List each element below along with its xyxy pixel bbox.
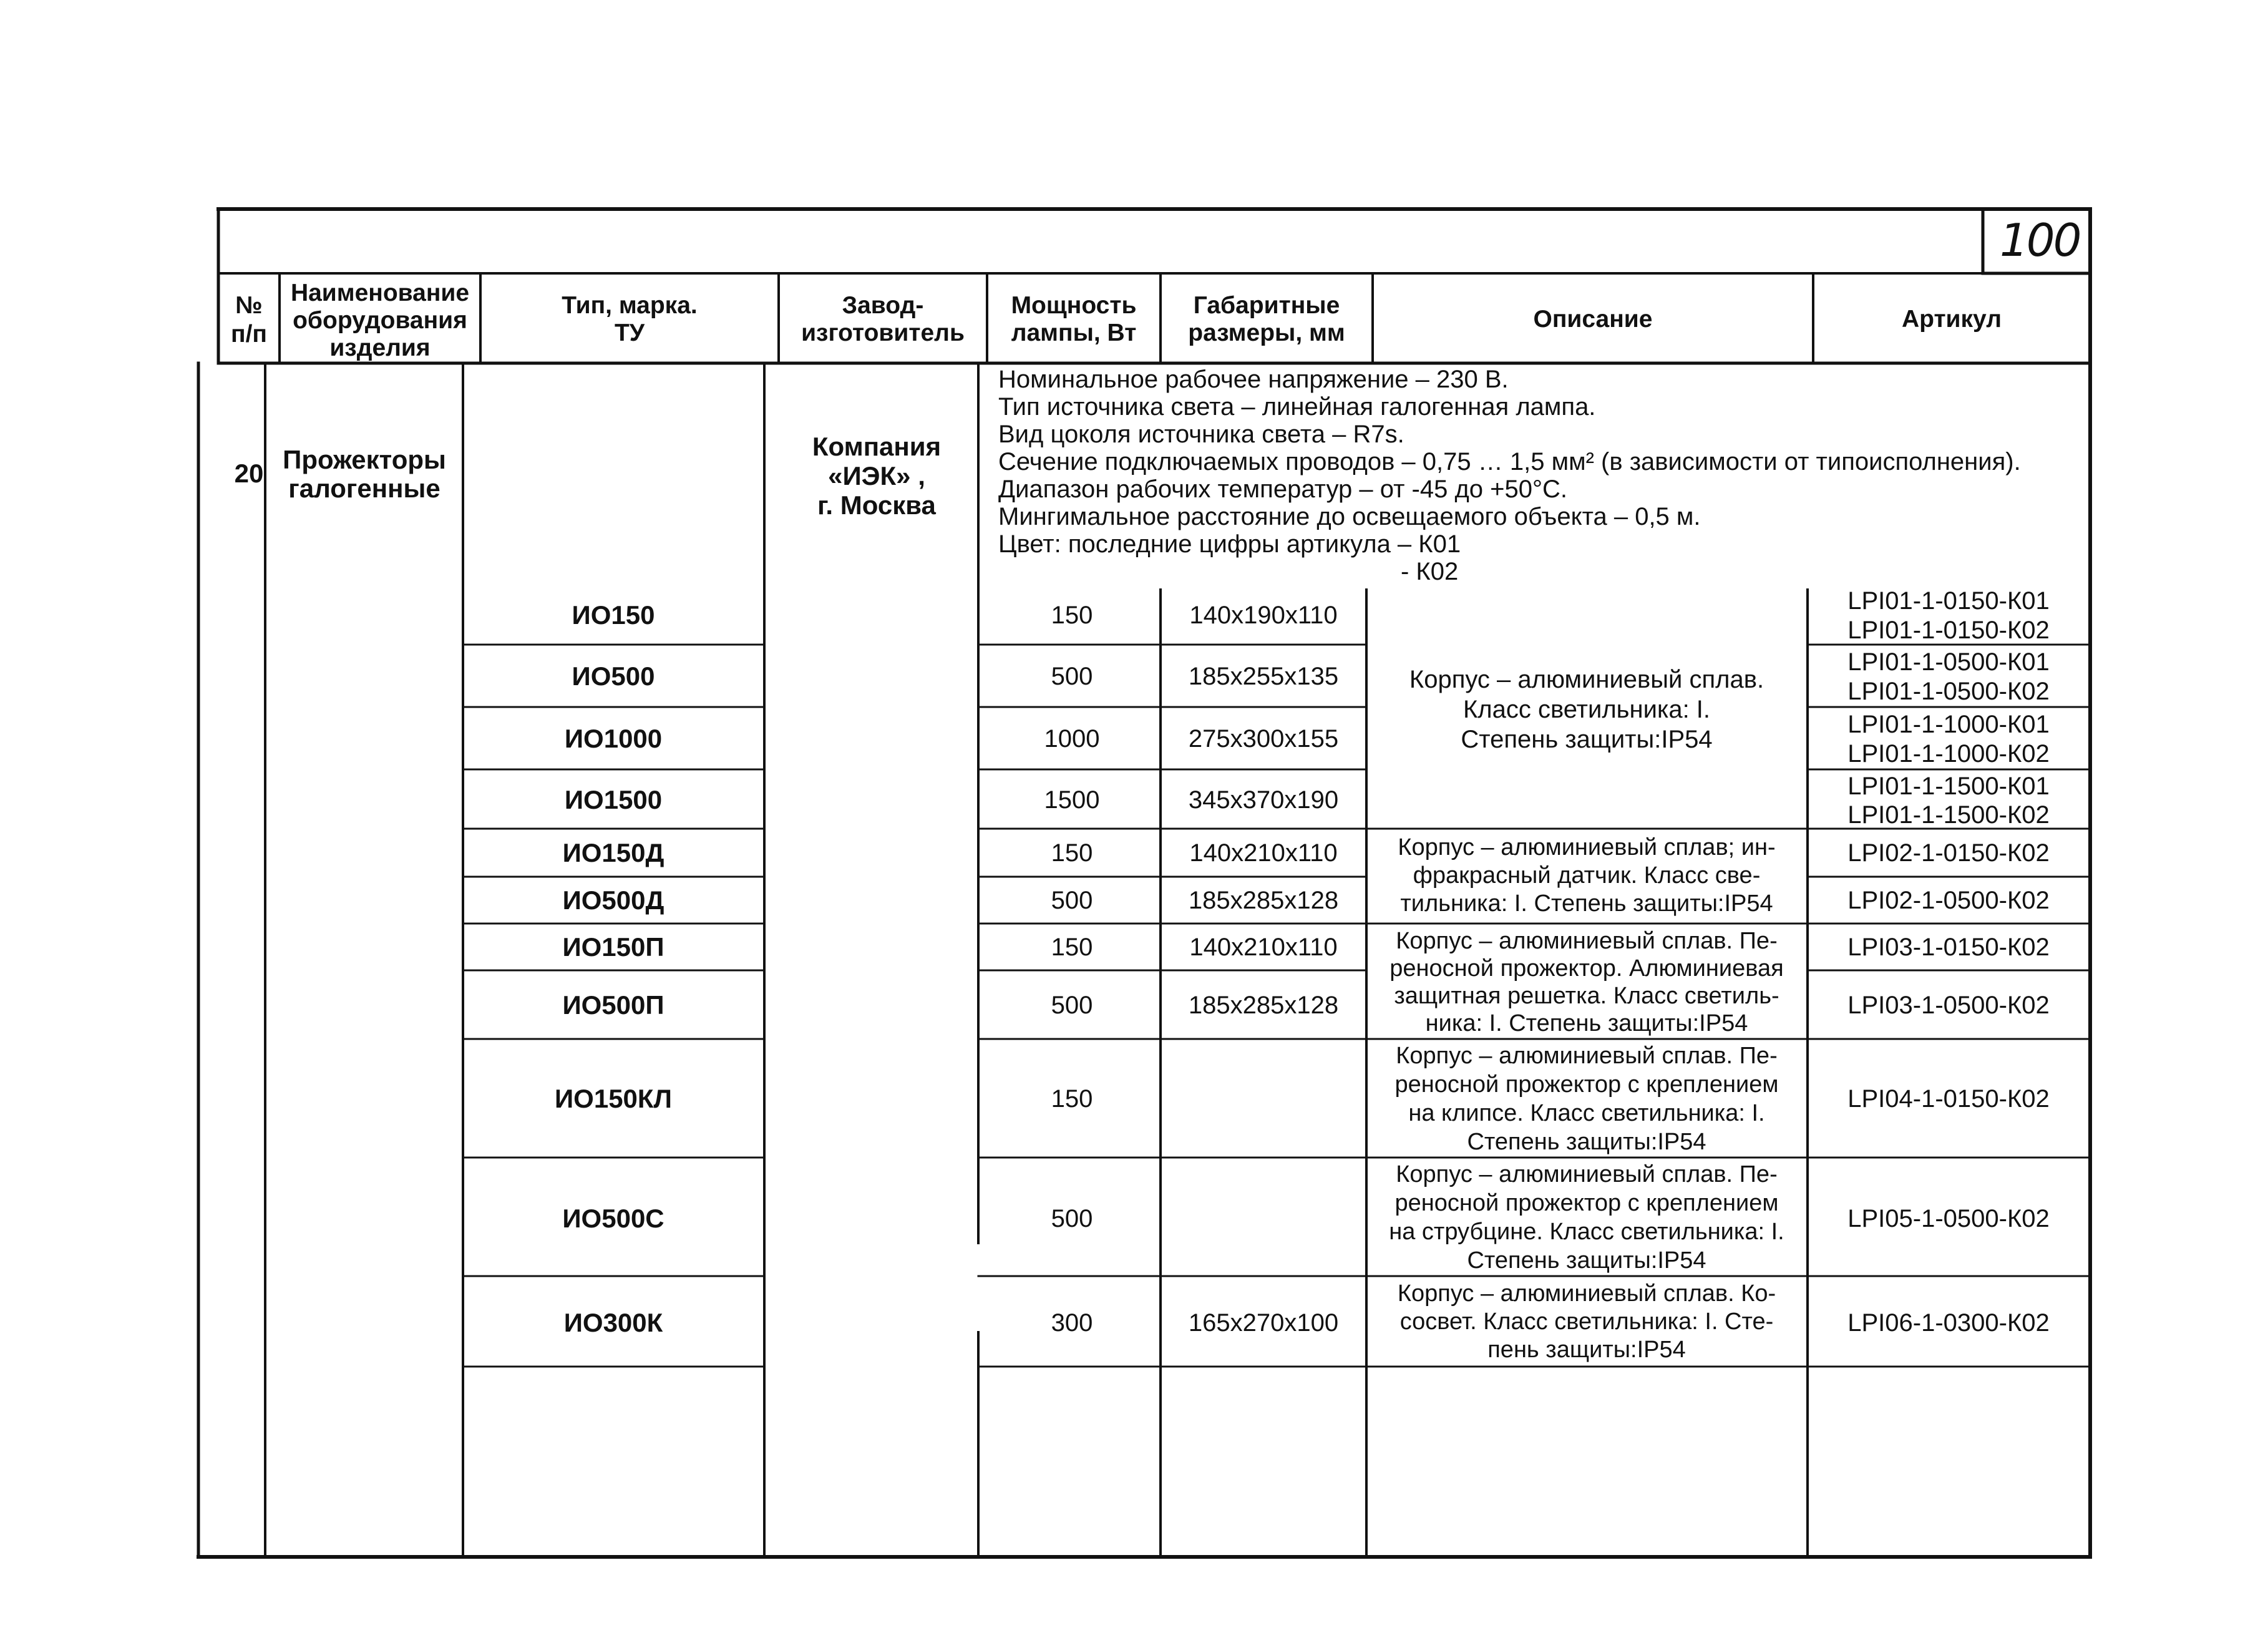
cell-article: LPI06-1-0300-К02 [1847,1309,2050,1337]
item-name-line: Прожекторы [283,445,446,474]
cell-article: LPI01-1-1000-К01 [1847,711,2050,738]
header-name-line: изделия [329,334,431,361]
header-name-line: Наименование [290,280,470,306]
cell-dimensions: 185x255x135 [1188,663,1339,690]
item-manufacturer-line: «ИЭК» , [828,461,925,490]
description-line: Корпус – алюминиевый сплав. Ко- [1397,1280,1776,1307]
note-line: Диапазон рабочих температур – от -45 до +50°С. [998,475,1567,503]
header-power-line: лампы, Вт [1011,319,1137,346]
cell-article: LPI02-1-0500-К02 [1847,887,2050,914]
description-line: фракрасный датчик. Класс све- [1413,862,1761,889]
cell-type: ИО500П [562,990,664,1020]
item-manufacturer-line: г. Москва [817,490,936,520]
note-line: Вид цоколя источника света – R7s. [998,421,1404,448]
note-line: Тип источника света – линейная галогенная лампа. [998,393,1596,421]
cell-type: ИО500Д [562,885,664,915]
cell-article: LPI03-1-0500-К02 [1847,992,2050,1019]
description-line: Корпус – алюминиевый сплав; ин- [1398,834,1776,861]
cell-type: ИО1500 [564,785,663,814]
description-line: тильника: I. Степень защиты:IP54 [1400,890,1773,917]
description-line: защитная решетка. Класс светиль- [1394,983,1779,1009]
cell-article: LPI02-1-0150-К02 [1847,839,2050,867]
cell-article: LPI03-1-0150-К02 [1847,934,2050,961]
cell-power: 1500 [1044,786,1100,814]
cell-article: LPI01-1-0150-К02 [1847,617,2050,644]
cell-power: 500 [1051,887,1093,914]
description-line: на клипсе. Класс светильника: I. [1408,1100,1765,1126]
cell-dimensions: 345x370x190 [1188,786,1339,814]
cell-type: ИО300К [563,1308,663,1337]
cell-power: 500 [1051,1205,1093,1232]
page-number: 100 [2000,214,2080,266]
description-line: Степень защиты:IP54 [1461,726,1713,753]
cell-dimensions: 185x285x128 [1188,992,1339,1019]
header-dimensions-line: размеры, мм [1188,319,1345,346]
cell-type: ИО150КЛ [554,1084,673,1113]
item-number: 20 [234,459,264,488]
header-name-line: оборудования [293,307,467,334]
cell-power: 150 [1051,602,1093,629]
cell-article: LPI01-1-0500-К02 [1847,678,2050,705]
header-power-line: Мощность [1011,292,1137,319]
description-line: Степень защиты:IP54 [1467,1129,1706,1155]
cell-article: LPI01-1-1500-К01 [1847,773,2050,800]
cell-power: 150 [1051,934,1093,961]
cell-power: 1000 [1044,725,1100,753]
item-manufacturer-line: Компания [812,432,942,461]
description-line: на струбцине. Класс светильника: I. [1389,1219,1784,1245]
cell-article: LPI01-1-1000-К02 [1847,740,2050,768]
cell-power: 500 [1051,663,1093,690]
cell-type: ИО1000 [564,724,663,753]
note-line: Мингимальное расстояние до освещаемого объекта – 0,5 м. [998,503,1701,530]
header-number-line: п/п [231,321,267,348]
cell-dimensions: 140x210x110 [1189,934,1338,961]
header-factory-line: изготовитель [801,319,965,346]
cell-dimensions: 140x210x110 [1189,839,1338,867]
description-line: Корпус – алюминиевый сплав. Пе- [1396,1043,1778,1069]
cell-dimensions: 275x300x155 [1188,725,1339,753]
description-line: сосвет. Класс светильника: I. Сте- [1399,1309,1774,1335]
cell-power: 500 [1051,992,1093,1019]
description-line: Корпус – алюминиевый сплав. [1409,666,1764,693]
cell-article: LPI01-1-0500-К01 [1847,648,2050,676]
header-article: Артикул [1901,306,2002,333]
cell-type: ИО500С [562,1204,664,1233]
cell-power: 300 [1051,1309,1093,1337]
header-type-line: Тип, марка. [562,292,698,319]
description-line: Степень защиты:IP54 [1467,1247,1706,1274]
header-dimensions-line: Габаритные [1193,292,1340,319]
cell-article: LPI05-1-0500-К02 [1847,1205,2050,1232]
header-number-line: № [235,292,263,319]
description-line: ника: I. Степень защиты:IP54 [1425,1010,1748,1036]
cell-dimensions: 165x270x100 [1188,1309,1339,1337]
cell-article: LPI01-1-0150-К01 [1847,587,2050,615]
cell-article: LPI01-1-1500-К02 [1847,801,2050,829]
cell-type: ИО150 [572,600,655,630]
cell-dimensions: 185x285x128 [1188,887,1339,914]
description-line: пень защиты:IP54 [1487,1337,1686,1363]
cell-article: LPI04-1-0150-К02 [1847,1085,2050,1113]
note-line: Сечение подключаемых проводов – 0,75 … 1,5 мм² (в зависимости от типоисполнения). [998,448,2021,475]
header-type-line: ТУ [614,319,645,346]
note-line: Цвет: последние цифры артикула – К01 [998,530,1461,558]
description-line: Корпус – алюминиевый сплав. Пе- [1396,1161,1778,1187]
item-name-line: галогенные [288,474,440,503]
header-factory-line: Завод- [842,292,924,319]
description-line: Корпус – алюминиевый сплав. Пе- [1396,928,1778,954]
cell-type: ИО150П [562,932,664,962]
description-line: Класс светильника: I. [1463,696,1711,723]
description-line: реносной прожектор. Алюминиевая [1390,955,1784,982]
cell-power: 150 [1051,1085,1093,1113]
cell-type: ИО500 [572,661,655,691]
header-description: Описание [1533,306,1653,333]
note-line: - К02 [1401,558,1459,585]
description-line: реносной прожектор с креплением [1394,1190,1779,1216]
cell-type: ИО150Д [562,838,664,867]
note-line: Номинальное рабочее напряжение – 230 В. [998,366,1509,393]
cell-dimensions: 140x190x110 [1189,602,1338,629]
cell-power: 150 [1051,839,1093,867]
description-line: реносной прожектор с креплением [1394,1071,1779,1098]
